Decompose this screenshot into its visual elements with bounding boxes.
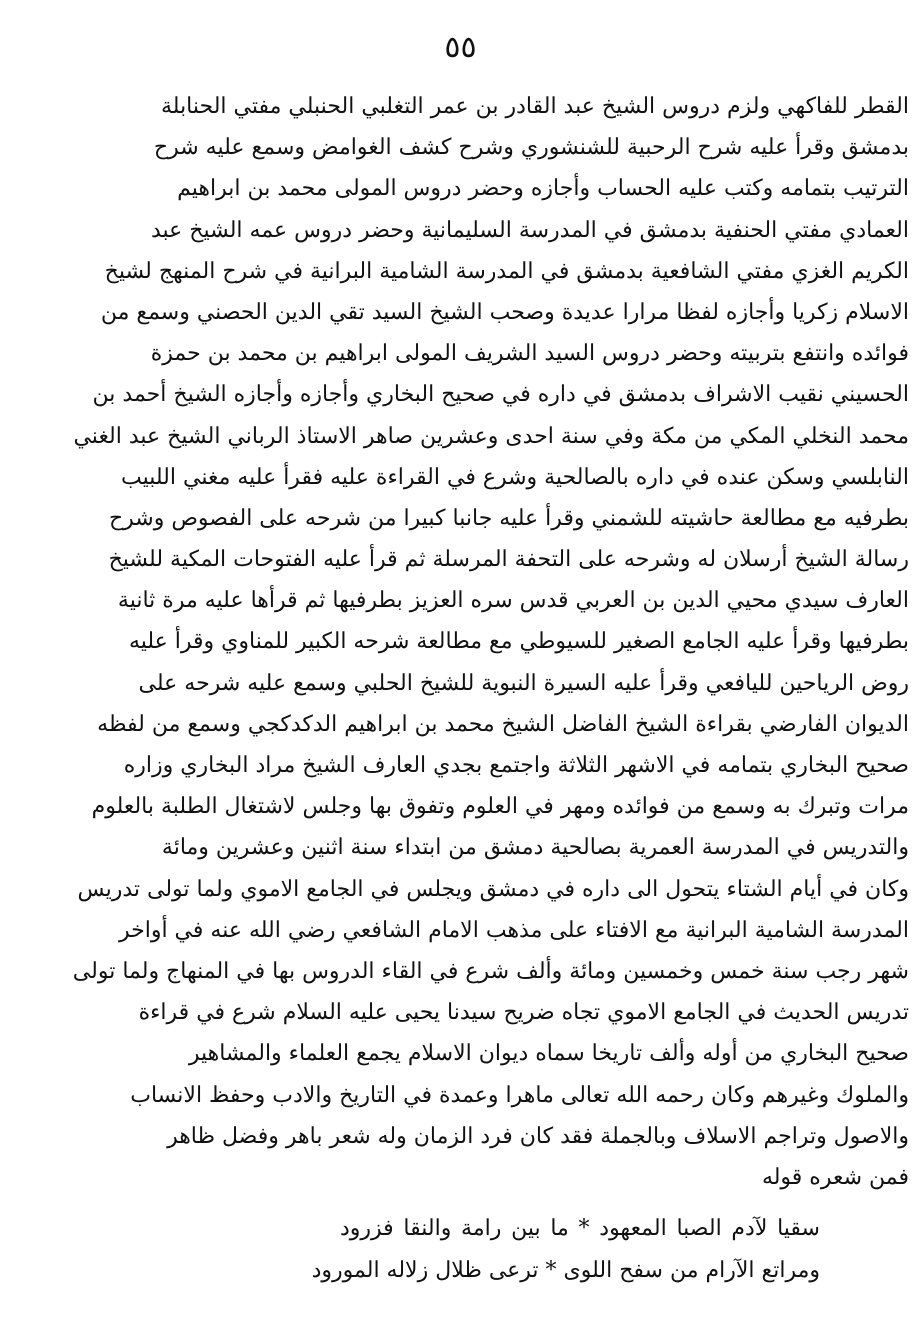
text-line: العمادي مفتي الحنفية بدمشق في المدرسة السليمانية وحضر دروس عمه الشيخ عبد	[150, 217, 909, 243]
poem-verse: ومراتع الآرام من سفح اللوى * ترعى ظلال زلاله المورود	[311, 1258, 820, 1283]
text-line: بطرفيها وقرأ عليه الجامع الصغير للسيوطي مع مطالعة شرحه الكبير للمناوي وقرأ عليه	[128, 629, 909, 655]
page-number: ٥٥	[444, 30, 477, 65]
text-line: الحسيني نقيب الاشراف بدمشق في داره في صحيح البخاري وأجازه وأجازه الشيخ أحمد بن	[92, 382, 909, 408]
text-line: شهر رجب سنة خمس وخمسين ومائة وألف شرع في القاء الدروس بها في المنهاج ولما تولى	[72, 958, 909, 984]
text-line-last: فمن شعره قوله	[761, 1164, 909, 1190]
text-line: والتدريس في المدرسة العمرية بصالحية دمشق من ابتداء سنة اثنين وعشرين ومائة	[161, 835, 909, 861]
text-line: الديوان الفارضي بقراءة الشيخ الفاضل الشيخ محمد بن ابراهيم الدكدكجي وسمع من لفظه	[97, 711, 909, 737]
text-line: صحيح البخاري بتمامه في الاشهر الثلاثة واجتمع بجدي العارف الشيخ مراد البخاري وزاره	[123, 753, 909, 778]
text-line: النابلسي وسكن عنده في داره بالصالحية وشرع في القراءة عليه فقرأ عليه مغني اللبيب	[121, 464, 909, 490]
poem-verse: سقيا لآدم الصبا المعهود * ما بين رامة والنقا فزرود	[340, 1216, 820, 1241]
text-line: الاسلام زكريا وأجازه لفظا مرارا عديدة وصحب الشيخ السيد تقي الدين الحصني وسمع من	[100, 299, 909, 325]
text-line: روض الرياحين لليافعي وقرأ عليه السيرة النبوية للشيخ الحلبي وسمع عليه شرحه على	[138, 670, 909, 696]
text-line: والملوك وغيرهم وكان رحمه الله تعالى ماهرا وعمدة في التاريخ والادب وحفظ الانساب	[130, 1082, 909, 1108]
poem	[311, 1208, 820, 1292]
body-text	[72, 86, 909, 1198]
text-line: محمد النخلي المكي من مكة وفي سنة احدى وعشرين صاهر الاستاذ الرباني الشيخ عبد الغني	[73, 423, 909, 449]
text-line: صحيح البخاري من أوله وألف تاريخا سماه ديوان الاسلام يجمع العلماء والمشاهير	[188, 1041, 909, 1067]
text-line: فوائده وانتفع بتربيته وحضر دروس السيد الشريف المولى ابراهيم بن محمد بن حمزة	[150, 341, 909, 367]
text-line: رسالة الشيخ أرسلان له وشرحه على التحفة المرسلة ثم قرأ عليه الفتوحات المكية للشيخ	[108, 547, 909, 573]
text-line: المدرسة الشامية البرانية مع الافتاء على مذهب الامام الشافعي رضي الله عنه في أواخر	[118, 917, 909, 943]
text-line: تدريس الحديث في الجامع الاموي تجاه ضريح سيدنا يحيى عليه السلام شرع في قراءة	[138, 1000, 909, 1026]
text-line: بطرفيه مع مطالعة حاشيته للشمني وقرأ عليه جانبا كبيرا من شرحه على الفصوص وشرح	[108, 505, 909, 531]
text-line: العارف سيدي محيي الدين بن العربي قدس سره العزيز بطرفيها ثم قرأها عليه مرة ثانية	[117, 588, 909, 614]
text-line: الترتيب بتمامه وكتب عليه الحساب وأجازه وحضر دروس المولى محمد بن ابراهيم	[177, 176, 909, 202]
text-line: بدمشق وقرأ عليه شرح الرحبية للشنشوري وشرح كشف الغوامض وسمع عليه شرح	[153, 135, 909, 161]
text-line: والاصول وتراجم الاسلاف وبالجملة فقد كان فرد الزمان وله شعر باهر وفضل ظاهر	[167, 1123, 909, 1149]
text-line: الكريم الغزي مفتي الشافعية بدمشق في المدرسة الشامية البرانية في شرح المنهج لشيخ	[104, 258, 909, 284]
text-line: القطر للفاكهي ولزم دروس الشيخ عبد القادر بن عمر التغلبي الحنبلي مفتي الحنابلة	[160, 94, 909, 119]
text-line: وكان في أيام الشتاء يتحول الى داره في دمشق ويجلس في الجامع الاموي ولما تولى تدريس	[77, 876, 909, 902]
text-line: مرات وتبرك به وسمع من فوائده ومهر في العلوم وتفوق بها وجلس لاشتغال الطلبة بالعلوم	[91, 794, 909, 820]
